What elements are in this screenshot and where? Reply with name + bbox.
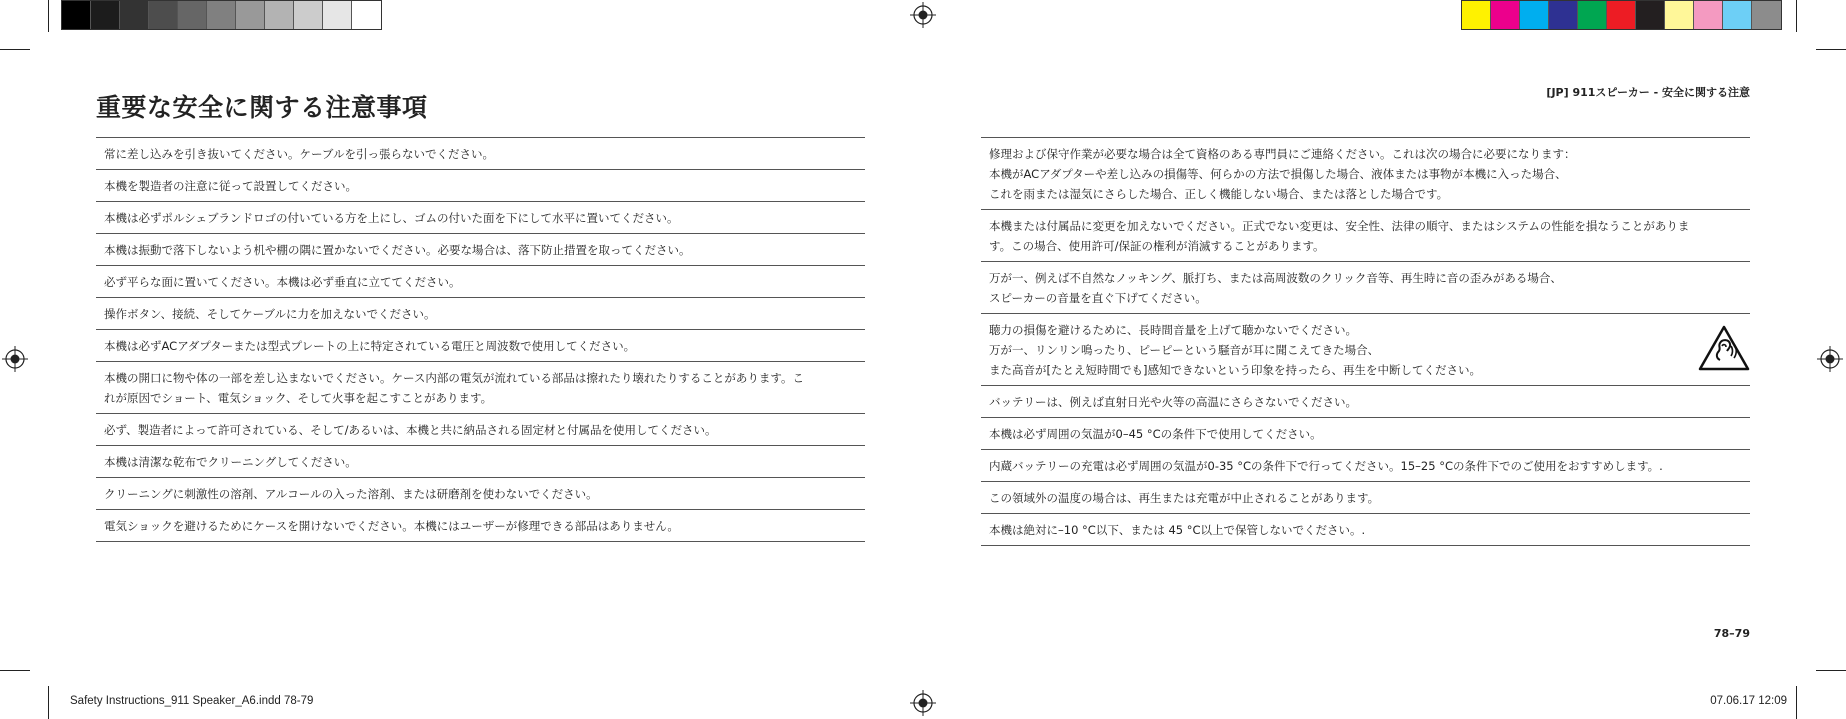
- list-item: [96, 234, 865, 266]
- crop-mark: [1816, 670, 1846, 671]
- color-swatch: [1520, 1, 1549, 29]
- list-item: [96, 478, 865, 510]
- crop-mark: [48, 686, 49, 719]
- list-item: [96, 170, 865, 202]
- color-swatch: [1491, 1, 1520, 29]
- crop-mark: [48, 0, 49, 32]
- page-number: 78–79: [1713, 627, 1750, 640]
- list-item-text: 修理および保守作業が必要な場合は全て資格のある専門員にご連絡ください。これは次の場合に必要になります：: [989, 147, 1576, 161]
- color-swatch: [1636, 1, 1665, 29]
- list-item-text: 本機の開口に物や体の一部を差し込まないでください。ケース内部の電気が流れている部品は擦れたり壊れたりすることがあります。こ: [104, 371, 804, 385]
- crop-mark: [1816, 49, 1846, 50]
- list-item-text: 常に差し込みを引き抜いてください。ケーブルを引っ張らないでください。: [104, 147, 494, 161]
- list-item: [96, 202, 865, 234]
- slug-date-time: 07.06.17 12:09: [1710, 695, 1787, 707]
- color-swatch: [1607, 1, 1636, 29]
- list-item-text: 本機は清潔な乾布でクリーニングしてください。: [104, 455, 357, 469]
- list-item: [981, 262, 1750, 314]
- list-item: [96, 446, 865, 478]
- list-item-text: この領域外の温度の場合は、再生または充電が中止されることがあります。: [989, 491, 1380, 505]
- list-item-text: 本機を製造者の注意に従って設置してください。: [104, 179, 357, 193]
- list-item: [981, 450, 1750, 482]
- list-item-text: 必ず平らな面に置いてください。本機は必ず垂直に立ててください。: [104, 275, 461, 289]
- color-swatch: [62, 1, 91, 29]
- color-swatch: [120, 1, 149, 29]
- color-swatch: [1694, 1, 1723, 29]
- color-swatch: [1549, 1, 1578, 29]
- list-item-text: 内蔵バッテリーの充電は必ず周囲の気温が0-35 °Cの条件下で行ってください。15–25 °Cの条件下でのご使用をおすすめします。.: [989, 459, 1663, 473]
- color-swatch: [207, 1, 236, 29]
- list-item: [981, 418, 1750, 450]
- list-item-text: 本機または付属品に変更を加えないでください。正式でない変更は、安全性、法律の順守、またはシステムの性能を損なうことがありま: [989, 219, 1690, 233]
- list-item-text: 本機は必ずACアダプターまたは型式プレートの上に特定されている電圧と周波数で使用してください。: [104, 339, 636, 353]
- list-item-text: これを雨または湿気にさらした場合、正しく機能しない場合、または落とした場合です。: [989, 187, 1449, 201]
- list-item: [981, 514, 1750, 546]
- list-item-text: 本機は必ずポルシェブランドロゴの付いている方を上にし、ゴムの付いた面を下にして水平に置いてください。: [104, 211, 679, 225]
- color-swatch: [178, 1, 207, 29]
- list-item-text: す。この場合、使用許可/保証の権利が消滅することがあります。: [989, 239, 1325, 253]
- list-item-text: また高音が[たとえ短時間でも]感知できないという印象を持ったら、再生を中断してください。: [989, 363, 1481, 377]
- crop-mark: [0, 670, 30, 671]
- crop-mark: [1796, 686, 1797, 719]
- list-item: [981, 138, 1750, 210]
- list-item-text: 万が一、例えば不自然なノッキング、脈打ち、または高周波数のクリック音等、再生時に音の歪みがある場合、: [989, 271, 1562, 285]
- list-item: [981, 210, 1750, 262]
- color-swatch: [236, 1, 265, 29]
- running-head: [JP] 911スピーカー - 安全に関する注意: [1546, 86, 1750, 99]
- list-item-text: 本機は絶対に–10 °C以下、または 45 °C以上で保管しないでください。.: [989, 523, 1366, 537]
- list-item: [96, 414, 865, 446]
- list-item-text: 必ず、製造者によって許可されている、そして/あるいは、本機と共に納品される固定材と付属品を使用してください。: [104, 423, 717, 437]
- list-item: [981, 314, 1750, 386]
- left-safety-list: [96, 137, 865, 542]
- list-item-text: れが原因でショート、電気ショック、そして火事を起こすことがあります。: [104, 391, 493, 405]
- list-item-text: 聴力の損傷を避けるために、長時間音量を上げて聴かないでください。: [989, 323, 1357, 337]
- list-item-text: 万が一、リンリン鳴ったり、ピーピーという騒音が耳に聞こえてきた場合、: [989, 343, 1380, 357]
- list-item: [96, 510, 865, 542]
- color-swatch: [1578, 1, 1607, 29]
- color-swatch: [294, 1, 323, 29]
- list-item-text: 本機がACアダプターや差し込みの損傷等、何らかの方法で損傷した場合、液体または事物が本機に入った場合、: [989, 167, 1567, 181]
- color-swatch: [149, 1, 178, 29]
- registration-mark-icon: [910, 2, 936, 28]
- list-item-text: 本機は必ず周囲の気温が0–45 °Cの条件下で使用してください。: [989, 427, 1322, 441]
- list-item-text: 電気ショックを避けるためにケースを開けないでください。本機にはユーザーが修理できる部品はありません。: [104, 519, 679, 533]
- list-item-text: 本機は振動で落下しないよう机や棚の隅に置かないでください。必要な場合は、落下防止措置を取ってください。: [104, 243, 691, 257]
- list-item: [96, 298, 865, 330]
- list-item: [981, 386, 1750, 418]
- grayscale-color-bar: [61, 0, 382, 30]
- list-item: [96, 266, 865, 298]
- right-safety-list: [981, 137, 1750, 546]
- list-item: [96, 138, 865, 170]
- crop-mark: [0, 49, 30, 50]
- list-item: [981, 482, 1750, 514]
- process-color-bar: [1461, 0, 1782, 30]
- list-item: [96, 330, 865, 362]
- registration-mark-icon: [910, 690, 936, 716]
- color-swatch: [1752, 1, 1781, 29]
- color-swatch: [91, 1, 120, 29]
- list-item-text: 操作ボタン、接続、そしてケーブルに力を加えないでください。: [104, 307, 436, 321]
- slug-file-info: Safety Instructions_911 Speaker_A6.indd 78-79: [70, 695, 314, 707]
- list-item-text: スピーカーの音量を直ぐ下げてください。: [989, 291, 1207, 305]
- list-item: [96, 362, 865, 414]
- color-swatch: [1462, 1, 1491, 29]
- color-swatch: [352, 1, 381, 29]
- list-item-text: クリーニングに刺激性の溶剤、アルコールの入った溶剤、または研磨剤を使わないでください。: [104, 487, 598, 501]
- registration-mark-icon: [1817, 346, 1843, 372]
- crop-mark: [1796, 0, 1797, 32]
- hearing-warning-icon: [1698, 324, 1750, 372]
- list-item-text: バッテリーは、例えば直射日光や火等の高温にさらさないでください。: [989, 395, 1357, 409]
- color-swatch: [1723, 1, 1752, 29]
- color-swatch: [323, 1, 352, 29]
- page-title: 重要な安全に関する注意事項: [96, 93, 428, 122]
- registration-mark-icon: [2, 346, 28, 372]
- color-swatch: [1665, 1, 1694, 29]
- color-swatch: [265, 1, 294, 29]
